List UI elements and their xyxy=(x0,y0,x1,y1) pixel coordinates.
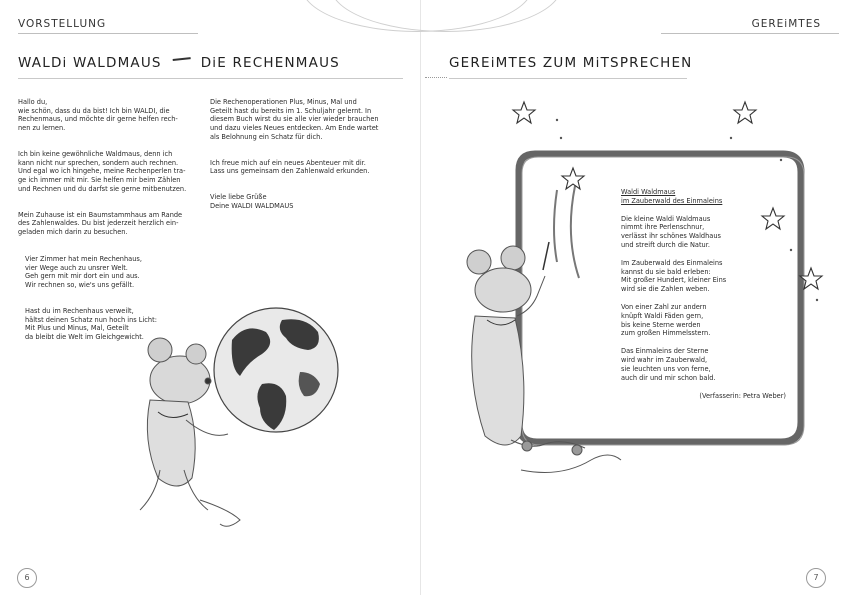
poem-subtitle: im Zauberwald des Einmaleins xyxy=(621,196,723,205)
greeting: Viele liebe Grüße Deine WALDI WALDMAUS xyxy=(210,192,294,210)
right-page xyxy=(421,0,841,595)
star-icon xyxy=(513,102,535,123)
verse: Hast du im Rechenhaus verweilt, hältst deinen Schatz nun hoch ins Licht: Mit Plus und Minus, Mal, Geteilt da bleibt die Welt im Gleichgewicht. xyxy=(25,306,157,342)
poem-stanza: Das Einmaleins der Sterne wird wahr im Zauberwald, sie leuchten uns von ferne, auch dir und mir schon bald. xyxy=(621,347,716,382)
star-icon xyxy=(734,102,756,123)
heading-tail: DiE RECHENMAUS xyxy=(200,55,340,71)
page-heading: GEREiMTES ZUM MiTSPRECHEN xyxy=(449,55,693,71)
paragraph: Ich bin keine gewöhnliche Waldmaus, denn ich kann nicht nur sprechen, sondern auch rechnen. Und egal wo ich hingehe, meine Rechenperlen tra- ge ich immer mit mir. Sie helfen mir beim Zählen und Rechnen und du darfst sie gerne mitbenutzen. xyxy=(18,149,187,193)
poem-title: Waldi Waldmaus xyxy=(621,188,676,196)
left-page xyxy=(0,0,420,595)
poem-stanza: Die kleine Waldi Waldmaus nimmt ihre Perlenschnur, verlässt ihr schönes Waldhaus und streift durch die Natur. xyxy=(621,214,721,249)
poem-stanza: Im Zauberwald des Einmaleins kannst du sie bald erleben: Mit großer Hundert, kleiner Eins wird sie die Zahlen weben. xyxy=(621,258,727,294)
paragraph: Ich freue mich auf ein neues Abenteuer mit dir. Lass uns gemeinsam den Zahlenwald erkunden. xyxy=(210,158,370,176)
verse: Vier Zimmer hat mein Rechenhaus, vier Wege auch zu unsrer Welt. Geh gern mit mir dort ein und aus. Wir rechnen so, wie's uns gefällt. xyxy=(25,254,142,290)
globe-icon xyxy=(214,308,338,432)
section-label: VORSTELLUNG xyxy=(18,18,107,30)
section-label: GEREiMTES xyxy=(751,18,821,30)
poem-author: (Verfasserin: Petra Weber) xyxy=(699,392,786,401)
poem-card xyxy=(621,188,786,401)
paragraph: Die Rechenoperationen Plus, Minus, Mal und Geteilt hast du bereits im 1. Schuljahr gelernt. In diesem Buch wirst du sie alle vier wieder brauchen und dazu vieles Neues entdecken. Am Ende wartet als Belohnung ein Schatz für dich. xyxy=(210,97,379,141)
paragraph: Hallo du, wie schön, dass du da bist! Ich bin WALDI, die Rechenmaus, und möchte dir gerne helfen rech- nen zu lernen. xyxy=(18,97,178,133)
mouse-globe-illustration xyxy=(0,0,420,595)
paragraph: Mein Zuhause ist ein Baumstammhaus am Rande des Zahlenwaldes. Du bist jederzeit herzlich ein- geladen mich darin zu besuchen. xyxy=(18,210,183,237)
page-number: 6 xyxy=(17,568,37,588)
page-number: 7 xyxy=(806,568,826,588)
heading-main: WALDi WALDMAUS xyxy=(18,55,162,71)
poem-stanza: Von einer Zahl zur andern knüpft Waldi Fäden gern, bis keine Sterne werden zum großen Himmelsstern. xyxy=(621,302,711,338)
